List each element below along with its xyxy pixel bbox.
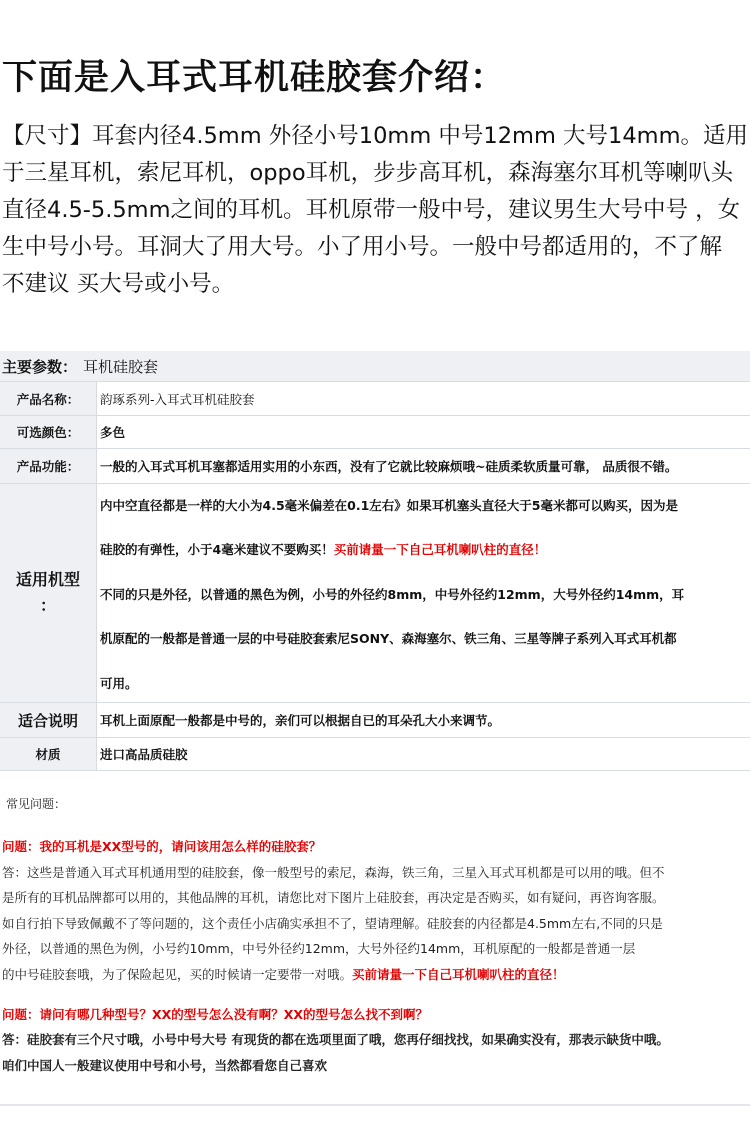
models-line: 内中空直径都是一样的大小为4.5毫米偏差在0.1左右》如果耳机塞头直径大于5毫米都可以购买，因为是 bbox=[100, 497, 678, 513]
models-line bbox=[100, 528, 546, 573]
param-value bbox=[97, 484, 750, 702]
params-header-value: 耳机硅胶套 bbox=[83, 357, 159, 376]
param-key: 产品名称： bbox=[0, 382, 97, 415]
faq-answer-line bbox=[2, 962, 750, 988]
params-header-key: 主要参数： bbox=[2, 357, 78, 376]
param-key bbox=[0, 484, 97, 702]
param-row-function bbox=[0, 449, 750, 484]
faq-answer-red: 买前请量一下自己耳机喇叭柱的直径！ bbox=[352, 966, 565, 982]
faq-answer-line: 外径，以普通的黑色为例，小号约10mm，中号外径约12mm，大号外径约14mm，耳机原配的一般都是普通一层 bbox=[2, 941, 636, 957]
models-line: 机原配的一般都是普通一层的中号硅胶套索尼SONY、森海塞尔、铁三角、三星等牌子系列入耳式耳机都 bbox=[100, 631, 677, 647]
param-row-color bbox=[0, 416, 750, 449]
param-key: 材质 bbox=[0, 738, 97, 770]
param-row-models bbox=[0, 484, 750, 703]
param-row-fit bbox=[0, 703, 750, 738]
param-value: 一般的入耳式耳机耳塞都适用实用的小东西，没有了它就比较麻烦哦~硅质柔软质量可靠， 品质很不错。 bbox=[100, 459, 678, 474]
size-text: 耳套内径4.5mm 外径小号10mm 中号12mm 大号14mm。适用于三星耳机，索尼耳机，oppo耳机，步步高耳机，森海塞尔耳机等喇叭头直径4.5-5.5mm之间的耳机。耳机原带一般中号，建议男生大号中号 ，女生中号小号。耳洞大了用大号。小了用小号。一般中号都适用的，不了解 不建议 买大号或小号。 bbox=[2, 123, 748, 297]
models-line-text: 硅胶的有弹性，小于4毫米建议不要购买！ bbox=[100, 542, 334, 558]
models-line: 不同的只是外径，以普通的黑色为例，小号的外径约8mm，中号外径约12mm，大号外径约14mm，耳 bbox=[100, 586, 685, 602]
param-row-name bbox=[0, 382, 750, 416]
param-value: 进口高品质硅胶 bbox=[100, 747, 188, 762]
params-header bbox=[0, 351, 750, 382]
param-value: 韵琢系列-入耳式耳机硅胶套 bbox=[100, 391, 255, 407]
param-key: 可选颜色： bbox=[0, 416, 97, 448]
faq-question: 问题：我的耳机是XX型号的，请问该用怎么样的硅胶套？ bbox=[2, 839, 322, 854]
param-key: 适合说明 bbox=[0, 703, 97, 737]
faq-answer-line: 如自行拍下导致佩戴不了等问题的，这个责任小店确实承担不了，望请理解。硅胶套的内径都是4.5mm左右,不同的只是 bbox=[2, 915, 663, 931]
size-intro bbox=[2, 118, 748, 303]
faq-answer-line: 是所有的耳机品牌都可以用的，其他品牌的耳机，请您比对下图片上硅胶套，再决定是否购买，如有疑问，再咨询客服。 bbox=[2, 890, 665, 906]
faq-section bbox=[2, 834, 750, 1078]
faq-answer-text: 的中号硅胶套哦，为了保险起见，买的时候请一定要带一对哦。 bbox=[2, 966, 353, 982]
param-row-material bbox=[0, 738, 750, 771]
param-value: 耳机上面原配一般都是中号的，亲们可以根据自已的耳朵孔大小来调节。 bbox=[100, 713, 501, 728]
models-line-red: 买前请量一下自己耳机喇叭柱的直径！ bbox=[333, 542, 547, 558]
page-title: 下面是入耳式耳机硅胶套介绍： bbox=[2, 58, 507, 98]
faq-answer-line: 咱们中国人一般建议使用中号和小号，当然都看您自己喜欢 bbox=[2, 1057, 328, 1073]
size-label: 【尺寸】 bbox=[2, 123, 93, 149]
param-value: 多色 bbox=[100, 425, 126, 440]
param-key: 产品功能： bbox=[0, 449, 97, 483]
param-key-line1: 适用机型 bbox=[15, 570, 80, 589]
faq-question: 问题：请问有哪几种型号？XX的型号怎么没有啊？XX的型号怎么找不到啊？ bbox=[2, 1006, 429, 1022]
divider bbox=[0, 1104, 750, 1106]
faq-label: 常见问题： bbox=[6, 797, 67, 811]
param-key-line2: ： bbox=[39, 596, 56, 615]
models-line: 可用。 bbox=[100, 675, 138, 691]
params-table bbox=[0, 351, 750, 771]
faq-answer-line: 答：硅胶套有三个尺寸哦，小号中号大号 有现货的都在选项里面了哦，您再仔细找找，如果确实没有，那表示缺货中哦。 bbox=[2, 1032, 669, 1048]
faq-answer-line: 答：这些是普通入耳式耳机通用型的硅胶套，像一般型号的索尼，森海，铁三角，三星入耳式耳机都是可以用的哦。但不 bbox=[2, 864, 665, 880]
